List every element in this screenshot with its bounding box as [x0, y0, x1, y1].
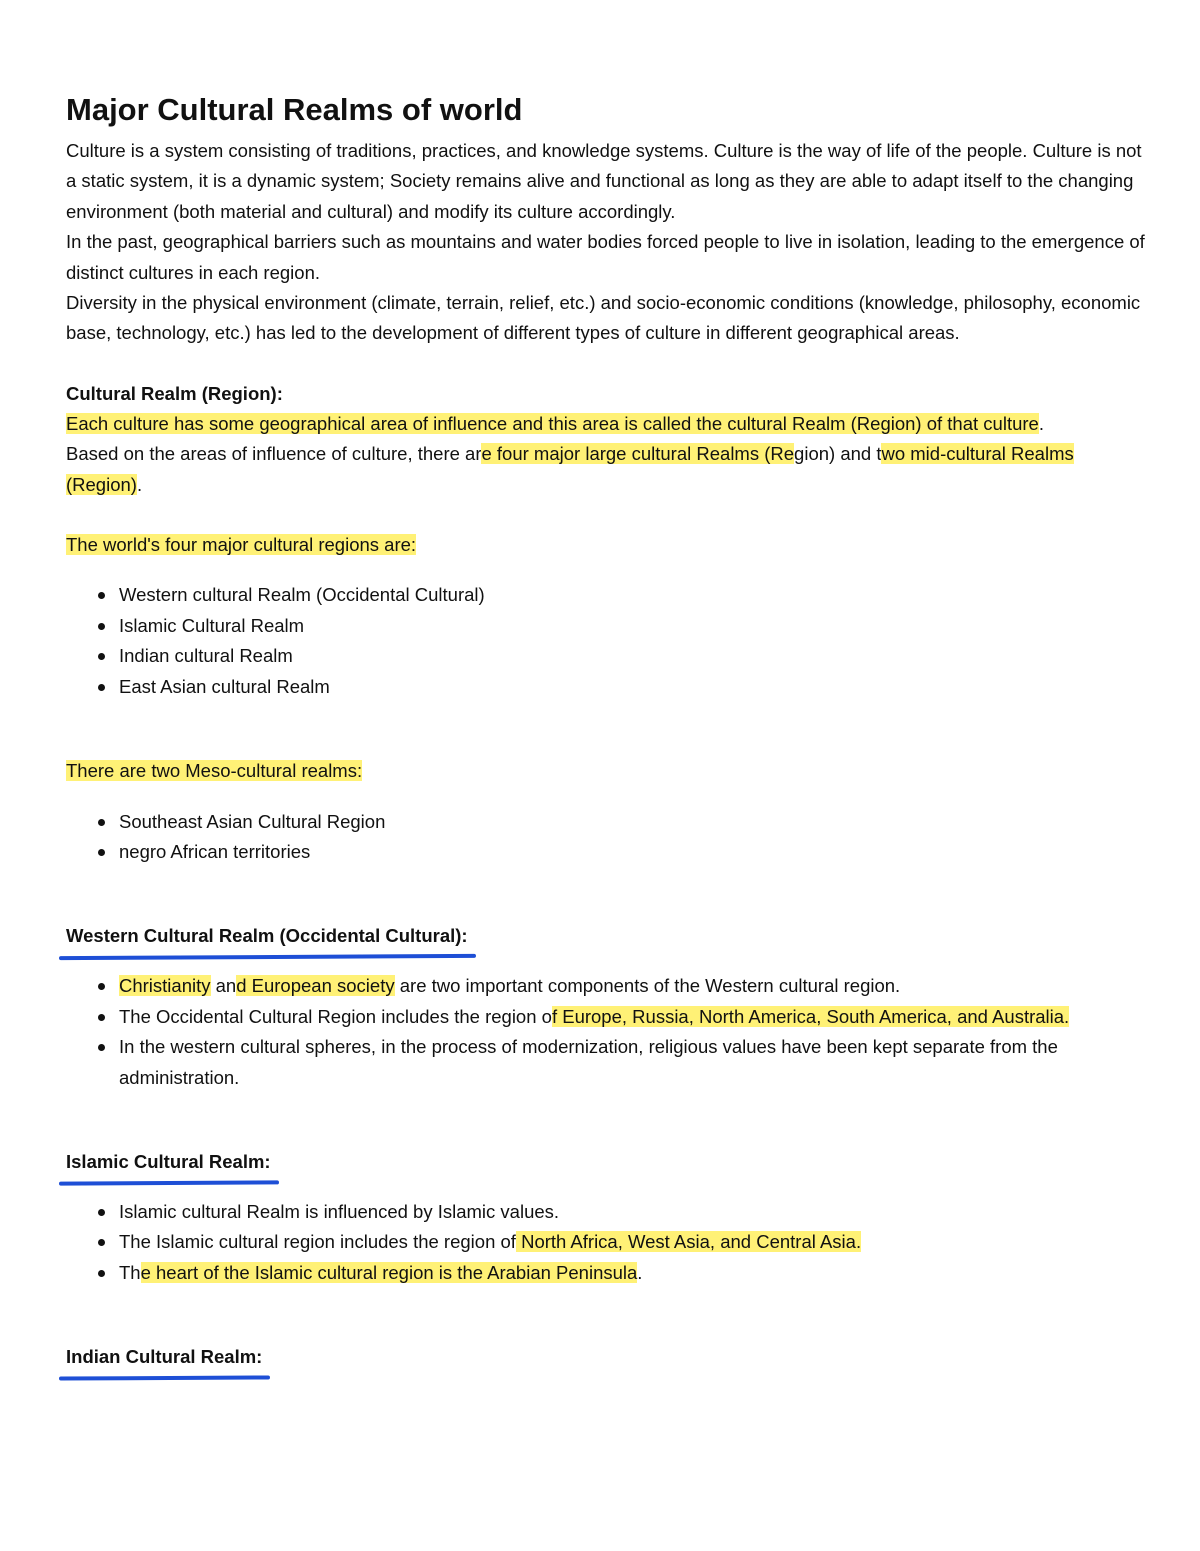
intro-paragraph-3: Diversity in the physical environment (climate, terrain, relief, etc.) and socio-economic conditions (knowledge, philosophy, economic base, technology, etc.) has led to the development of different types of culture in different geographical areas. — [66, 292, 1141, 344]
highlight: e heart of the Islamic cultural region is the Arabian Peninsula — [140, 1261, 638, 1283]
highlight: d European society — [236, 975, 395, 997]
highlight: f Europe, Russia, North America, South America, and Australia. — [551, 1005, 1070, 1027]
highlight: wo mid-cultural Realms (Region) — [66, 443, 1074, 495]
intro-paragraph-2: In the past, geographical barriers such as mountains and water bodies forced people to live in isolation, leading to the emergence of distinct cultures in each region. — [66, 231, 1145, 283]
highlight: North Africa, West Asia, and Central Asia. — [515, 1231, 862, 1253]
highlight: e four major large cultural Realms (Re — [481, 443, 795, 465]
list-item: negro African territories — [66, 837, 1146, 867]
indian-realm-heading: Indian Cultural Realm: — [66, 1342, 262, 1372]
list-item: Western cultural Realm (Occidental Cultural) — [66, 580, 1146, 610]
meso-regions-list — [66, 807, 1146, 868]
cultural-realm-heading: Cultural Realm (Region): — [66, 382, 283, 404]
list-item: Indian cultural Realm — [66, 641, 1146, 671]
list-item: Christianity and European society are two important components of the Western cultural region. — [66, 971, 1146, 1001]
highlight: The world's four major cultural regions are: — [66, 534, 417, 556]
list-item: Islamic cultural Realm is influenced by Islamic values. — [66, 1197, 1146, 1227]
western-realm-heading: Western Cultural Realm (Occidental Cultural): — [66, 921, 468, 951]
islamic-realm-list — [66, 1197, 1146, 1288]
page-title: Major Cultural Realms of world — [66, 92, 523, 127]
list-item: Southeast Asian Cultural Region — [66, 807, 1146, 837]
highlight: There are two Meso-cultural realms: — [66, 760, 363, 782]
major-regions-intro — [66, 530, 1146, 560]
document-page — [66, 90, 1146, 1372]
list-item: The heart of the Islamic cultural region is the Arabian Peninsula. — [66, 1258, 1146, 1288]
list-item: Islamic Cultural Realm — [66, 611, 1146, 641]
major-regions-list — [66, 580, 1146, 702]
cultural-realm-definition: Each culture has some geographical area of influence and this area is called the cultural Realm (Region) of that culture. — [66, 412, 1044, 434]
intro-paragraph-1: Culture is a system consisting of traditions, practices, and knowledge systems. Culture is the way of life of the people. Culture is not a static system, it is a dynamic system; Society remains alive and functional as long as they are able to adapt itself to the changing environment (both material and cultural) and modify its culture accordingly. — [66, 140, 1142, 222]
list-item: In the western cultural spheres, in the process of modernization, religious values have been kept separate from the administration. — [66, 1032, 1146, 1093]
cultural-realm-count: Based on the areas of influence of culture, there are four major large cultural Realms (Region) and two mid-cultural Realms (Region). — [66, 443, 1074, 495]
list-item: East Asian cultural Realm — [66, 672, 1146, 702]
highlight: Each culture has some geographical area of influence and this area is called the cultural Realm (Region) of that culture — [66, 412, 1039, 434]
list-item: The Occidental Cultural Region includes the region of Europe, Russia, North America, South America, and Australia. — [66, 1002, 1146, 1032]
list-item: The Islamic cultural region includes the region of North Africa, West Asia, and Central Asia. — [66, 1227, 1146, 1257]
islamic-realm-heading: Islamic Cultural Realm: — [66, 1147, 271, 1177]
meso-regions-intro — [66, 756, 1146, 786]
western-realm-list — [66, 971, 1146, 1093]
pen-underline — [59, 1376, 270, 1381]
highlight: Christianity — [119, 975, 211, 997]
